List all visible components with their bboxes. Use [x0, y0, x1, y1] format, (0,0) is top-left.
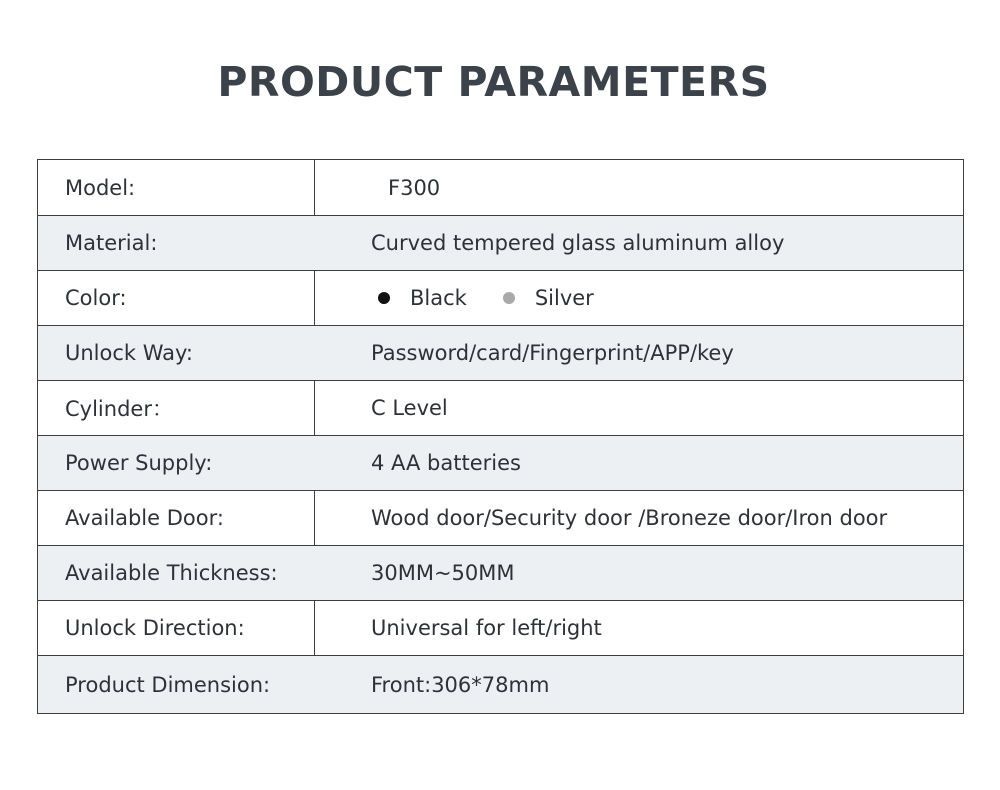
row-label: Unlock Direction:	[65, 616, 245, 640]
row-value: F300	[388, 175, 441, 200]
table-row-product-dimension	[38, 655, 963, 713]
row-value: Wood door/Security door /Broneze door/Iron door	[371, 506, 888, 530]
row-label: Model:	[65, 175, 136, 200]
row-value: Curved tempered glass aluminum alloy	[371, 231, 785, 255]
table-row-available-door	[38, 490, 963, 545]
table-row-available-thickness	[38, 545, 963, 600]
table-row-cylinder	[38, 380, 963, 435]
row-value: Universal for left/right	[371, 616, 602, 640]
row-value: C Level	[371, 396, 448, 420]
color-name: Black	[410, 286, 467, 310]
row-label: Color:	[65, 286, 127, 310]
table-row-power-supply	[38, 435, 963, 490]
row-label: Material:	[65, 231, 158, 255]
parameters-table	[37, 159, 964, 714]
table-row-color	[38, 270, 963, 325]
color-name: Silver	[534, 286, 594, 310]
color-options	[378, 271, 630, 325]
table-row-unlock-way	[38, 325, 963, 380]
row-label: Available Door:	[65, 506, 224, 530]
row-value: Front:306*78mm	[371, 672, 550, 697]
row-value: Password/card/Fingerprint/APP/key	[371, 341, 734, 365]
table-row-unlock-direction	[38, 600, 963, 655]
table-row-material	[38, 215, 963, 270]
row-label: Product Dimension:	[65, 672, 271, 697]
color-option-black	[378, 286, 467, 310]
row-label: Available Thickness:	[65, 561, 278, 585]
row-label: Power Supply:	[65, 451, 213, 475]
black-dot-icon	[378, 292, 390, 304]
table-row-model	[38, 160, 963, 215]
color-option-silver	[503, 286, 594, 310]
row-value: 4 AA batteries	[371, 451, 521, 475]
row-label: Unlock Way:	[65, 341, 194, 365]
page-title: PRODUCT PARAMETERS	[217, 58, 770, 106]
row-label: Cylinder：	[65, 397, 173, 421]
row-value: 30MM~50MM	[371, 561, 515, 585]
silver-dot-icon	[503, 292, 515, 304]
